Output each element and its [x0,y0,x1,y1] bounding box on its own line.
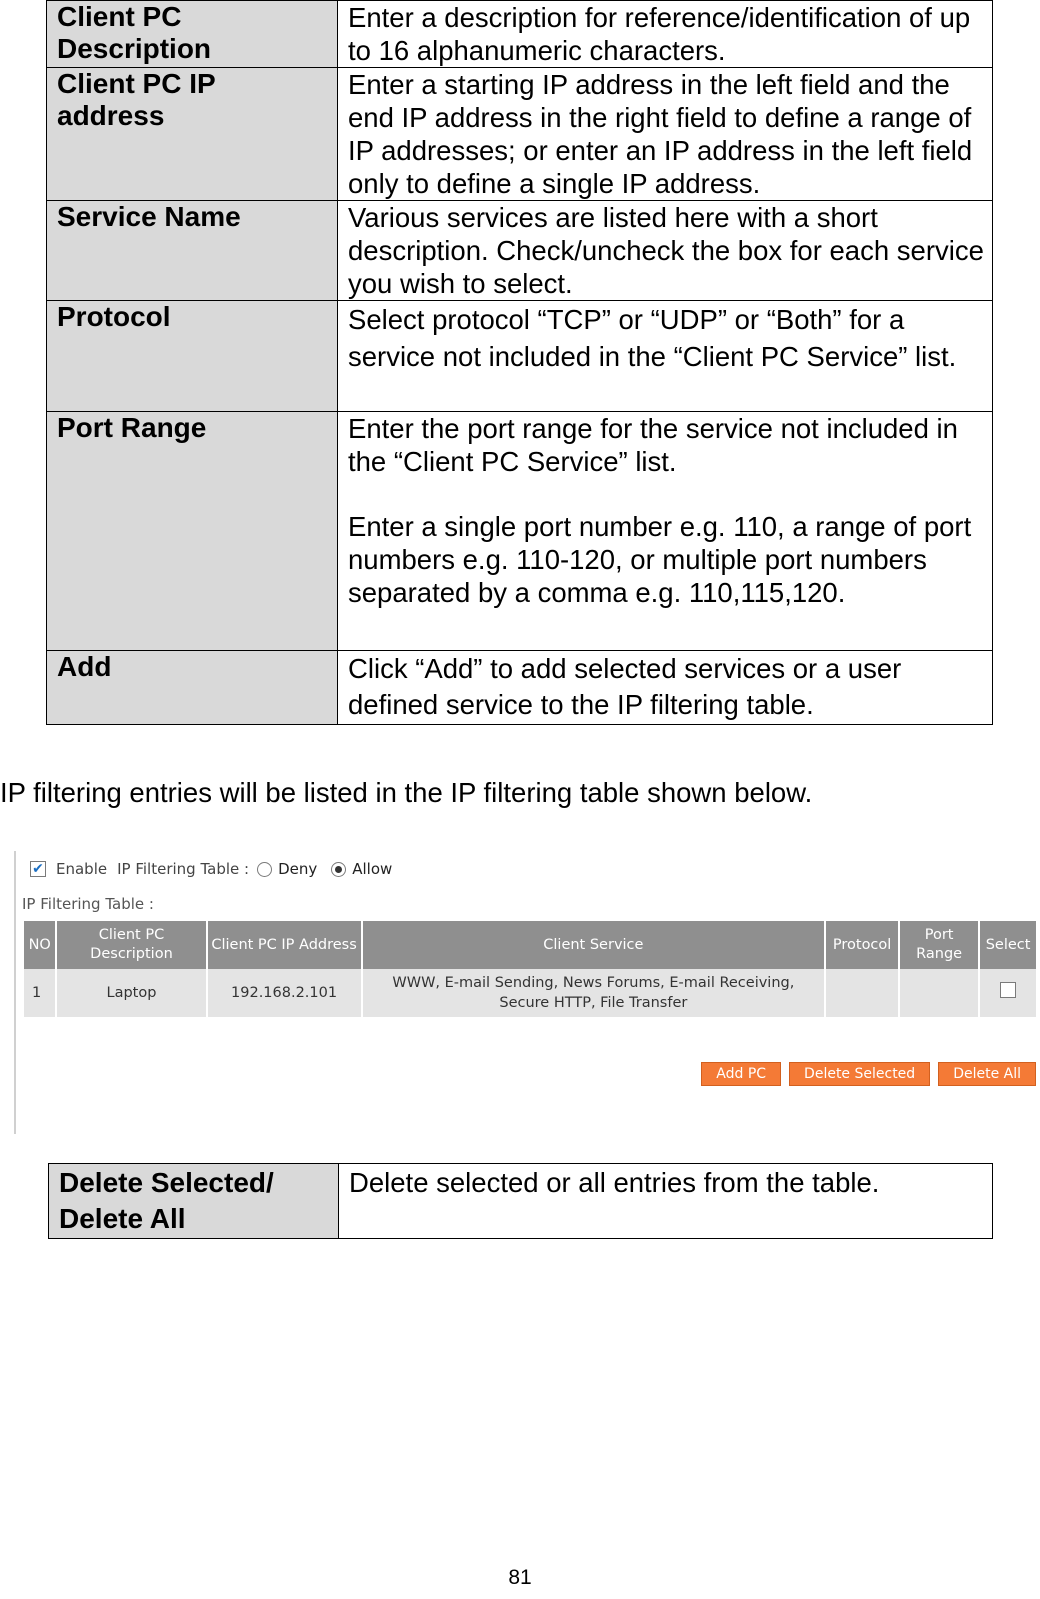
cell-select [980,969,1036,1017]
filter-table-label: IP Filtering Table : [117,860,250,878]
param-description-text: Click “Add” to add selected services or a user defined service to the IP filtering table. [348,653,902,720]
param-description [338,68,993,201]
cell-description: Laptop [57,969,205,1017]
enable-label: Enable [56,860,108,878]
page-number: 81 [508,1566,532,1589]
cell-no: 1 [24,969,55,1017]
check-icon: ✔ [32,861,44,877]
param-description-text: Enter a starting IP address in the left field and the end IP address in the right field to define a range of IP addresses; or enter an IP address in the left field only to define a single IP address. [348,69,973,199]
param-description-text: Select protocol “TCP” or “UDP” or “Both” for a service not included in the “Client PC Service” list. [348,304,957,372]
param-label: Port Range [47,412,338,651]
parameter-table [46,0,993,725]
delete-all-button[interactable]: Delete All [938,1062,1036,1086]
cell-client-service: WWW, E-mail Sending, News Forums, E-mail Receiving, Secure HTTP, File Transfer [363,969,824,1017]
allow-label: Allow [352,860,393,878]
param-row-client-pc-ip [47,68,993,201]
param-label: Protocol [47,301,338,412]
param-label: Client PC Description [47,1,338,68]
delete-description-table [48,1163,993,1239]
delete-row [49,1164,993,1239]
delete-label: Delete Selected/ Delete All [49,1164,339,1239]
action-buttons [701,1062,1036,1086]
param-label: Service Name [47,201,338,301]
param-row-add [47,651,993,725]
allow-radio[interactable] [331,862,346,877]
cell-protocol [826,969,898,1017]
param-description-text: Various services are listed here with a short description. Check/uncheck the box for each service you wish to select. [348,202,984,299]
column-header-description: Client PC Description [57,921,205,969]
param-label: Client PC IP address [47,68,338,201]
param-row-protocol [47,301,993,412]
table-row [24,969,1036,1017]
column-header-protocol: Protocol [826,921,898,969]
param-row-client-pc-description [47,1,993,68]
column-header-port-range: Port Range [900,921,978,969]
delete-selected-button[interactable]: Delete Selected [789,1062,930,1086]
enable-row [30,857,392,881]
param-description [338,651,993,725]
ip-filtering-table [22,921,1038,1017]
cell-port-range [900,969,978,1017]
table-header-row [24,921,1036,969]
enable-checkbox[interactable] [30,861,46,877]
param-description [338,1,993,68]
column-header-no: NO [24,921,55,969]
deny-label: Deny [278,860,318,878]
param-row-port-range [47,412,993,651]
row-select-checkbox[interactable] [1000,982,1016,998]
column-header-ip-address: Client PC IP Address [208,921,361,969]
param-description-text: Enter a description for reference/identification of up to 16 alphanumeric characters. [348,2,971,66]
ip-filtering-panel [14,851,1040,1134]
param-label: Add [47,651,338,725]
param-description-text: Enter the port range for the service not included in the “Client PC Service” list. [348,413,958,477]
cell-ip-address: 192.168.2.101 [208,969,361,1017]
intro-paragraph: IP filtering entries will be listed in the IP filtering table shown below. [0,777,813,808]
deny-radio[interactable] [257,862,272,877]
param-description-text: Enter a single port number e.g. 110, a range of port numbers e.g. 110-120, or multiple port numbers separated by a comma e.g. 110,115,120. [348,511,972,608]
column-header-select: Select [980,921,1036,969]
table-heading: IP Filtering Table : [22,895,154,913]
param-description [338,301,993,412]
param-description [338,412,993,651]
param-row-service-name [47,201,993,301]
delete-description: Delete selected or all entries from the table. [339,1164,993,1239]
param-description [338,201,993,301]
column-header-client-service: Client Service [363,921,824,969]
add-pc-button[interactable]: Add PC [701,1062,781,1086]
